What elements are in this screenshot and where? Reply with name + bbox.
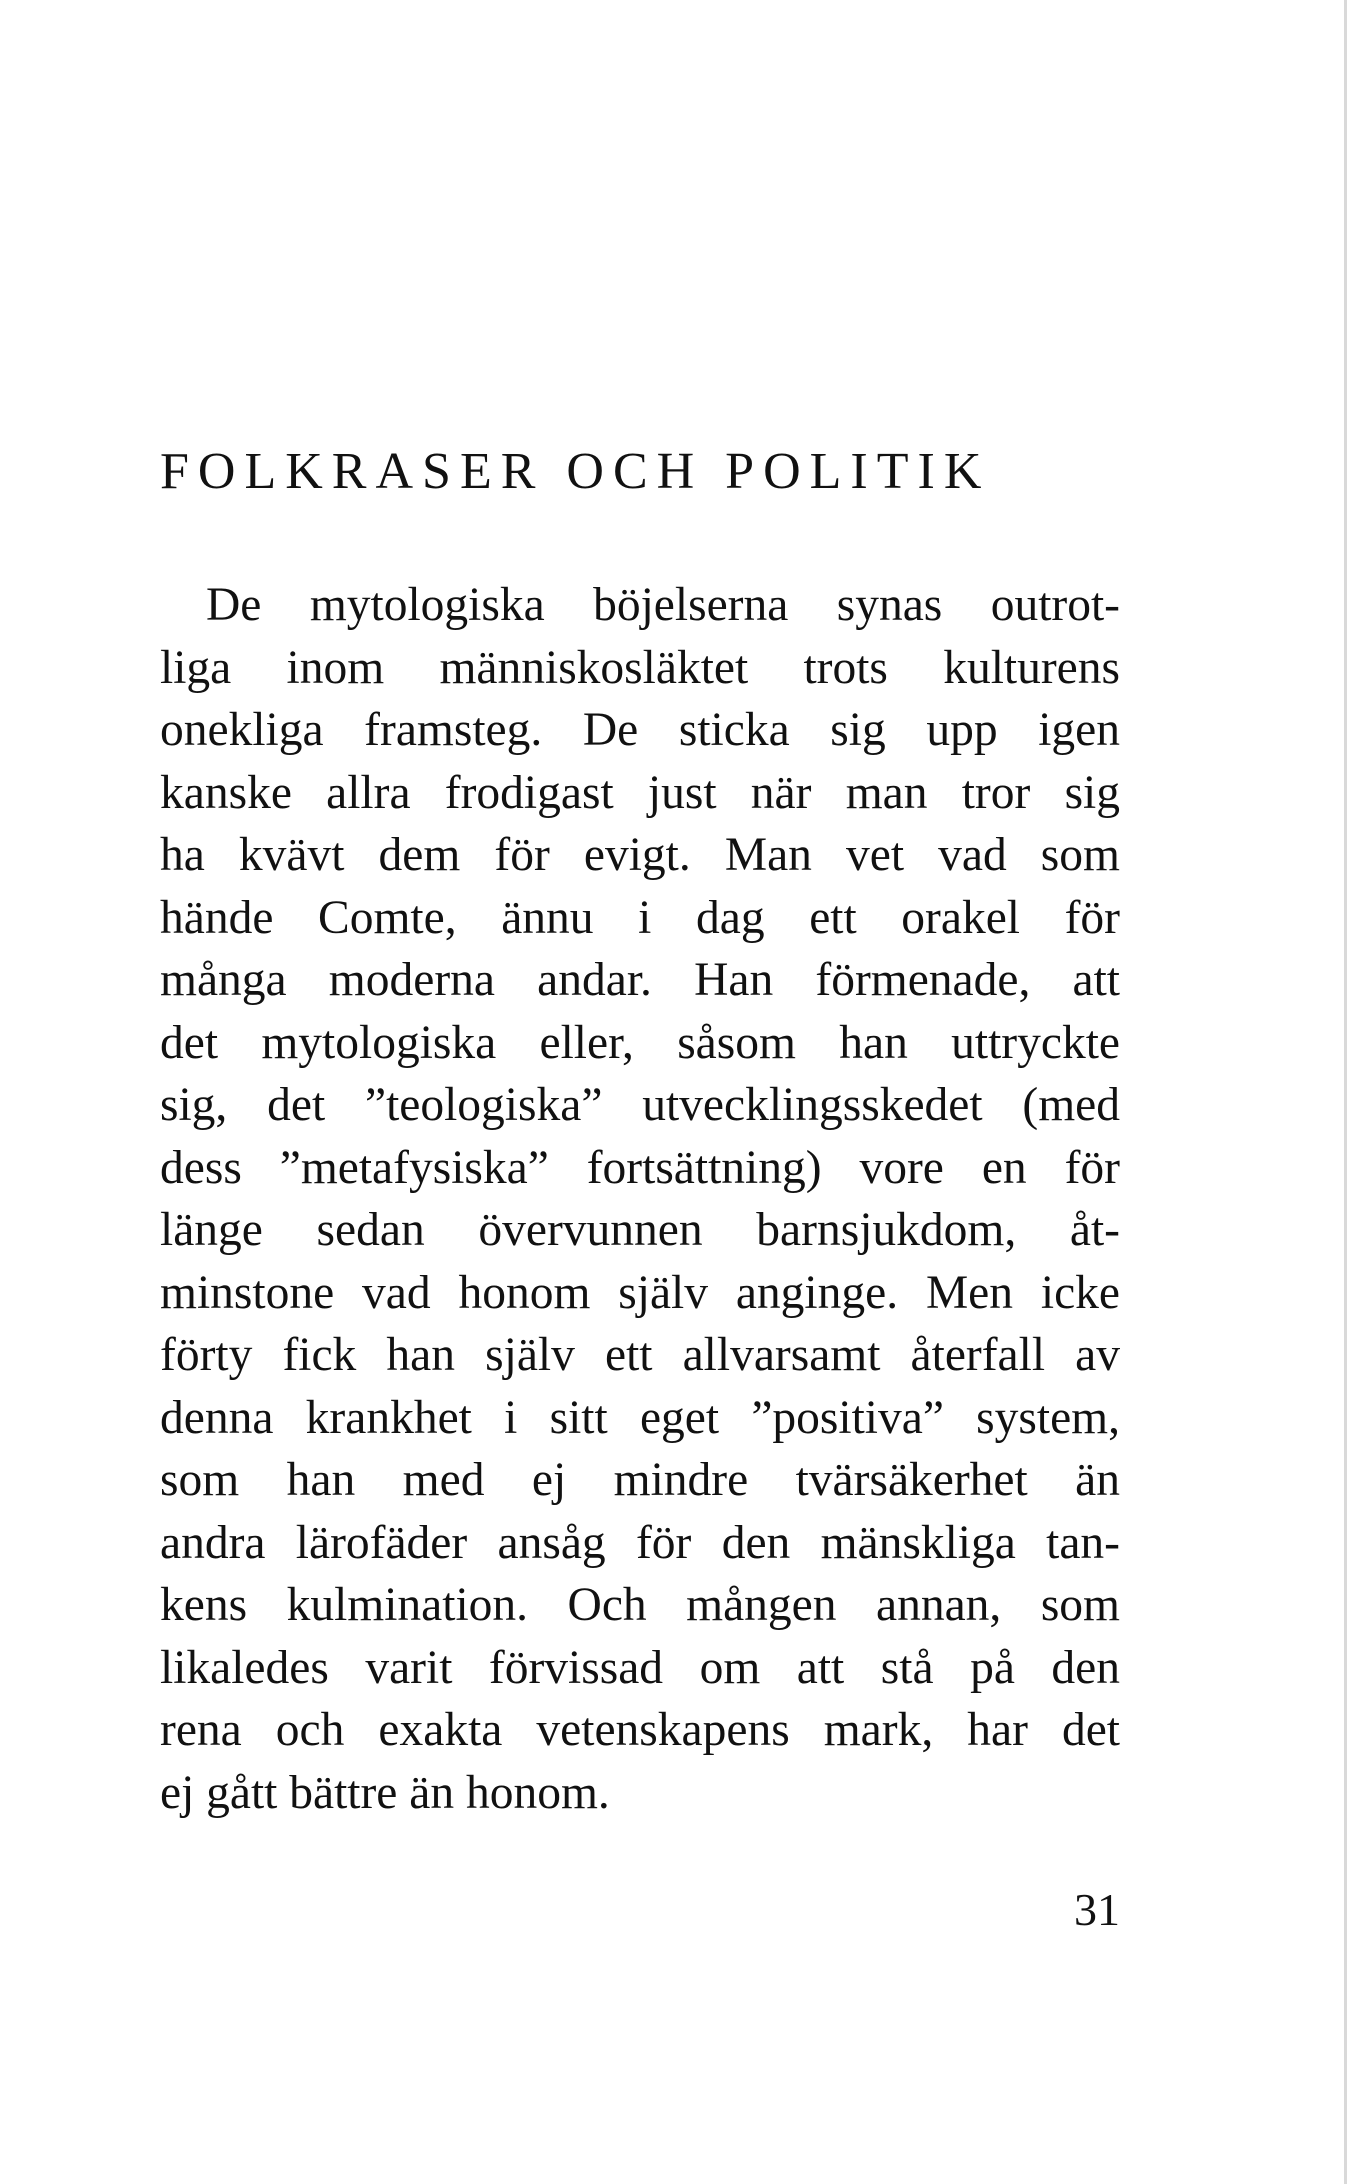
text-line: rena och exakta vetenskapens mark, har det xyxy=(160,1704,1120,1756)
text-line: länge sedan övervunnen barnsjukdom, åt- xyxy=(160,1204,1120,1256)
text-line: denna krankhet i sitt eget ”positiva” system, xyxy=(160,1391,1120,1444)
text-line: det mytologiska eller, såsom han uttryckte xyxy=(160,1016,1120,1069)
text-line: som han med ej mindre tvärsäkerhet än xyxy=(160,1454,1120,1506)
chapter-title: FOLKRASER OCH POLITIK xyxy=(160,443,991,500)
text-line: hände Comte, ännu i dag ett orakel för xyxy=(160,891,1120,944)
text-line: onekliga framsteg. De sticka sig upp igen xyxy=(160,704,1120,756)
text-line: många moderna andar. Han förmenade, att xyxy=(160,954,1120,1006)
page-number: 31 xyxy=(1074,1884,1120,1935)
body-text xyxy=(160,574,1120,1824)
text-line: likaledes varit förvissad om att stå på den xyxy=(160,1641,1120,1694)
text-line: förty fick han själv ett allvarsamt återfall av xyxy=(160,1329,1120,1381)
text-line: kanske allra frodigast just när man tror sig xyxy=(160,766,1120,819)
text-line: sig, det ”teologiska” utvecklingsskedet (med xyxy=(160,1079,1120,1131)
text-line: dess ”metafysiska” fortsättning) vore en för xyxy=(160,1141,1120,1194)
text-line: andra lärofäder ansåg för den mänskliga tan- xyxy=(160,1516,1120,1569)
text-line: De mytologiska böjelserna synas outrot- xyxy=(206,579,1120,631)
text-line: kens kulmination. Och mången annan, som xyxy=(160,1579,1120,1631)
text-line: liga inom människosläktet trots kulturens xyxy=(160,641,1120,694)
text-line: ej gått bättre än honom. xyxy=(160,1766,610,1819)
text-line: minstone vad honom själv anginge. Men icke xyxy=(160,1266,1120,1319)
text-line: ha kvävt dem för evigt. Man vet vad som xyxy=(160,829,1120,881)
